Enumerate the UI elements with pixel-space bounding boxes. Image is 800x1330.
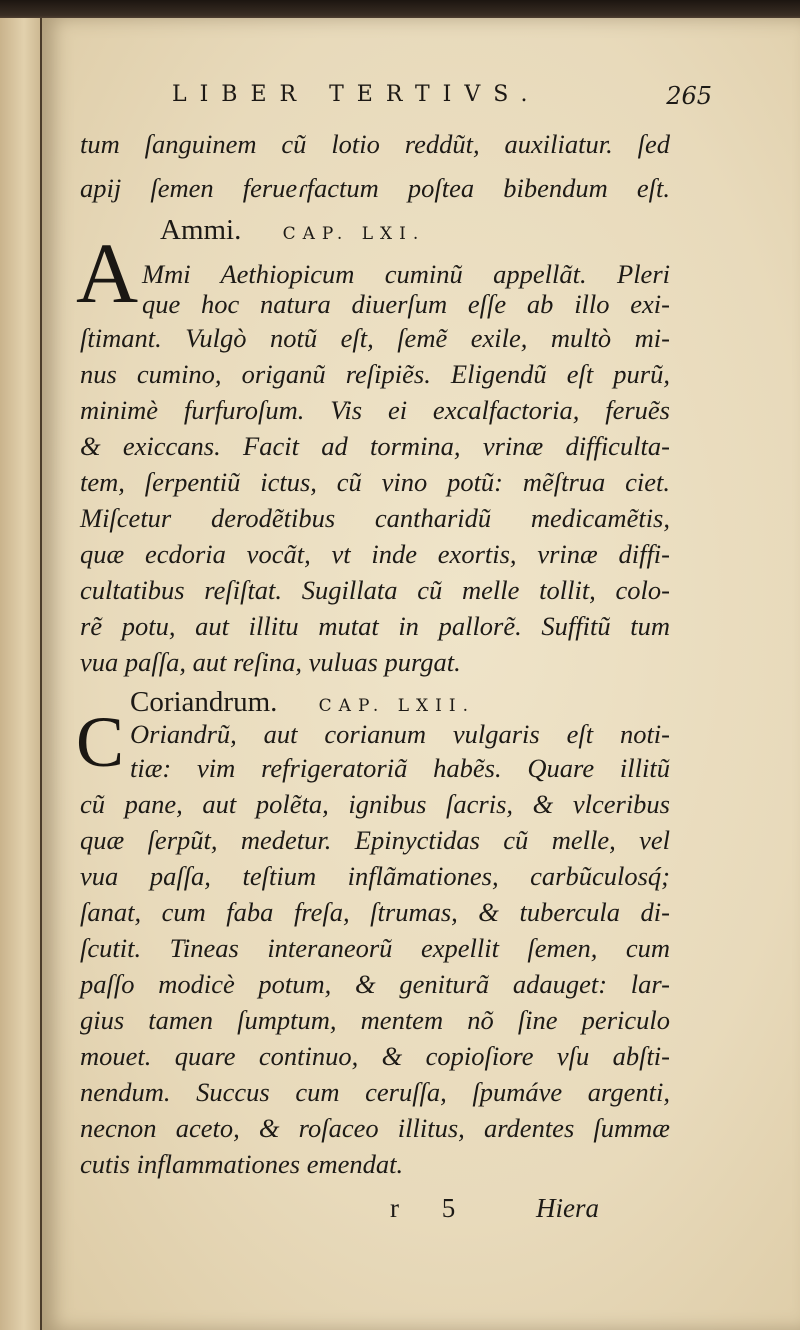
text-line: nendum. Succus cum ceruſſa, ſpumáve argenti, bbox=[80, 1077, 670, 1107]
text-line: Oriandrũ, aut corianum vulgaris eſt noti- bbox=[130, 719, 670, 749]
chapter-heading-ammi bbox=[160, 210, 425, 250]
drop-capital: C bbox=[76, 702, 125, 782]
text-line: gius tamen ſumptum, mentem nõ ſine periculo bbox=[80, 1005, 670, 1035]
signature-mark: r 5 bbox=[390, 1193, 474, 1223]
text-line: rẽ potu, aut illitu mutat in pallorẽ. Suffitũ tum bbox=[80, 611, 670, 641]
text-line: quæ ecdoria vocãt, vt inde exortis, vrinæ diffi- bbox=[80, 539, 670, 569]
chapter-title: Ammi. bbox=[160, 214, 242, 246]
chapter-title: Coriandrum. bbox=[130, 686, 278, 718]
text-line: tiæ: vim refrigeratoriã habẽs. Quare illitũ bbox=[130, 753, 670, 783]
text-line: cutis inflammationes emendat. bbox=[80, 1149, 404, 1179]
chapter-number: CAP. LXI. bbox=[282, 224, 426, 244]
page-number: 265 bbox=[666, 82, 712, 110]
text-line: & exiccans. Facit ad tormina, vrinæ difficulta- bbox=[80, 431, 670, 461]
text-line: minimè furfuroſum. Vis ei excalfactoria, feruẽs bbox=[80, 395, 670, 425]
text-line: mouet. quare continuo, & copioſiore vſu abſti- bbox=[80, 1041, 670, 1071]
text-line: Miſcetur derodẽtibus cantharidũ medicamẽtis, bbox=[80, 503, 670, 533]
text-line: paſſo modicè potum, & geniturã adauget: lar- bbox=[80, 969, 670, 999]
text-line: tum ſanguinem cũ lotio reddũt, auxiliatur. ſed bbox=[80, 129, 670, 159]
running-title: LIBER TERTIVS. bbox=[172, 82, 541, 107]
text-line: vua paſſa, aut reſina, vuluas purgat. bbox=[80, 647, 461, 677]
text-line: necnon aceto, & roſaceo illitus, ardentes ſummæ bbox=[80, 1113, 670, 1143]
text-line: tem, ſerpentiũ ictus, cũ vino potũ: mẽſtrua ciet. bbox=[80, 467, 670, 497]
text-line: cultatibus reſiſtat. Sugillata cũ melle tollit, colo- bbox=[80, 575, 670, 605]
text-line: cũ pane, aut polẽta, ignibus ſacris, & vlceribus bbox=[80, 789, 670, 819]
text-line: vua paſſa, teſtium inflãmationes, carbũculosq́; bbox=[80, 861, 670, 891]
text-line: quæ ſerpũt, medetur. Epinyctidas cũ melle, vel bbox=[80, 825, 670, 855]
text-line: apij ſemen ferueɾfactum poſtea bibendum eſt. bbox=[80, 173, 670, 203]
text-line: nus cumino, origanũ reſipiẽs. Eligendũ eſt purũ, bbox=[80, 359, 670, 389]
facing-page-edge bbox=[0, 18, 42, 1330]
catchword: Hiera bbox=[536, 1193, 599, 1223]
text-line: Mmi Aethiopicum cuminũ appellãt. Pleri bbox=[142, 259, 670, 289]
text-line: ſanat, cum faba freſa, ſtrumas, & tubercula di- bbox=[80, 897, 670, 927]
text-line: que hoc natura diuerſum eſſe ab illo exi- bbox=[142, 289, 670, 319]
running-head bbox=[172, 82, 712, 116]
chapter-number: CAP. LXII. bbox=[318, 696, 475, 716]
text-line: ſtimant. Vulgò notũ eſt, ſemẽ exile, multò mi- bbox=[80, 323, 670, 353]
book-page bbox=[42, 18, 800, 1330]
drop-capital: A bbox=[76, 225, 139, 321]
text-line: ſcutit. Tineas interaneorũ expellit ſemen, cum bbox=[80, 933, 670, 963]
